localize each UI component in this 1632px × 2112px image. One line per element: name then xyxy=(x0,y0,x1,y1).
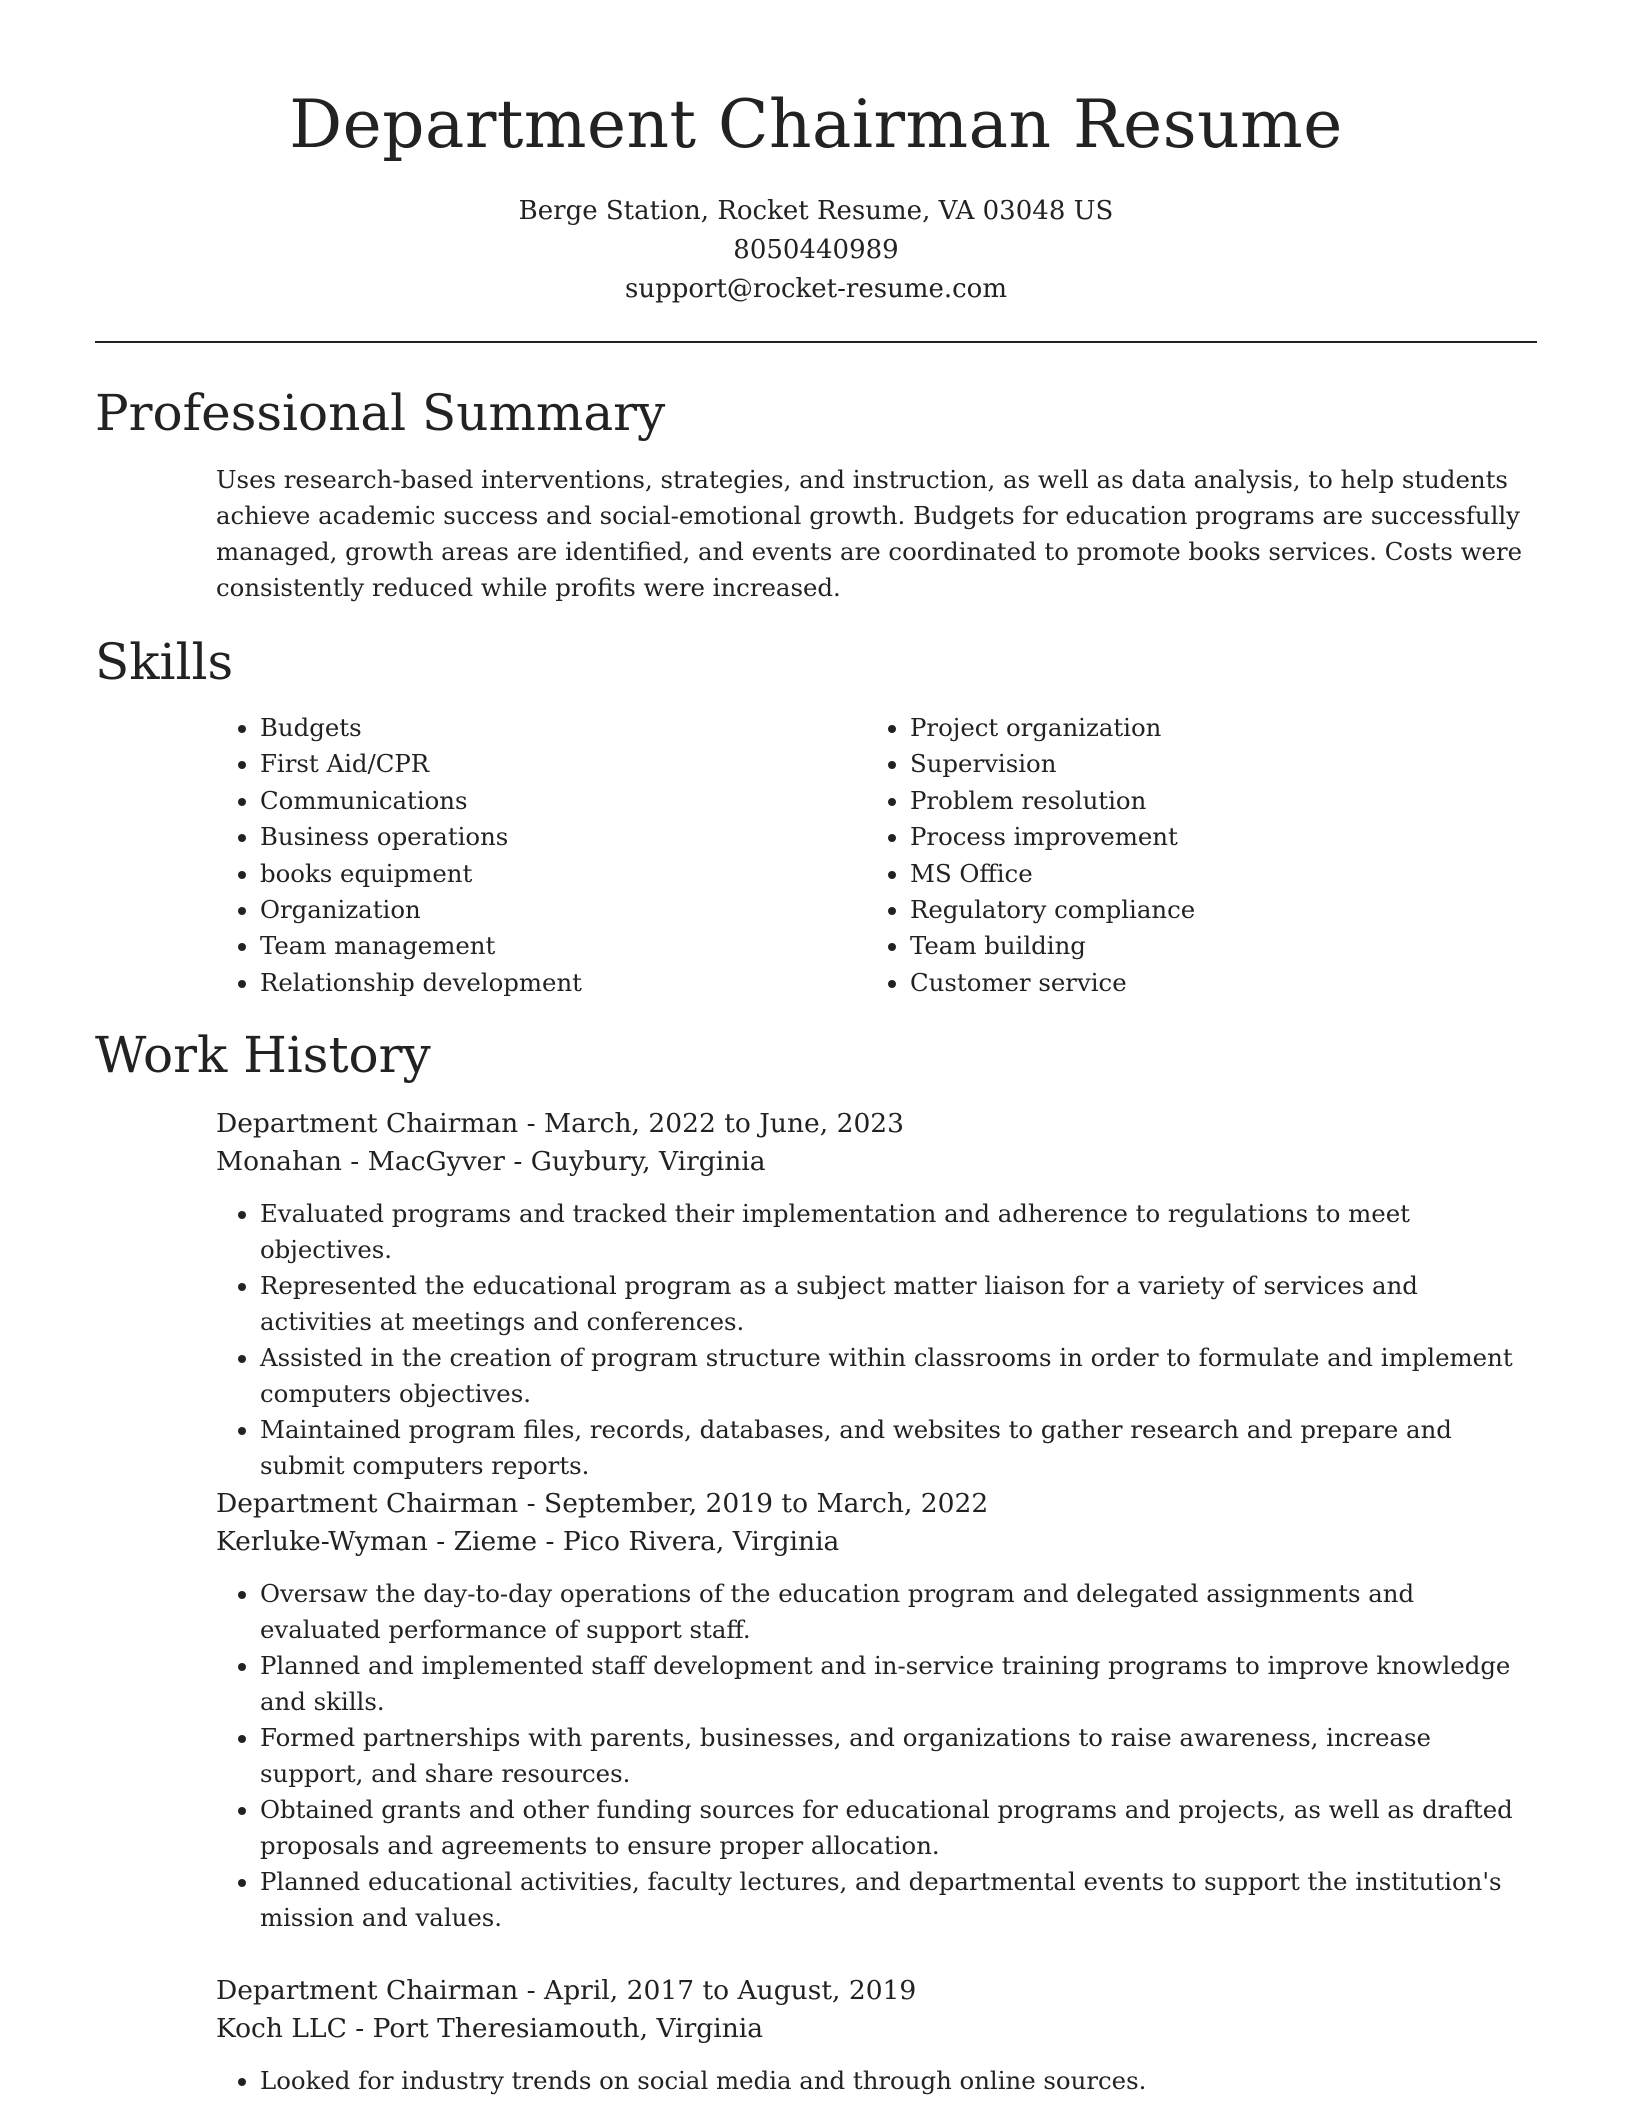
contact-info xyxy=(95,192,1537,309)
skill-item: • Organization xyxy=(260,892,582,928)
skill-item: • Problem resolution xyxy=(910,783,1195,819)
skills-list-left xyxy=(216,710,582,1001)
job-bullet: • Looked for industry trends on social media and through online sources. xyxy=(260,2063,1537,2099)
job-bullet: • Planned and implemented staff development and in-service training programs to improve knowledge and skills. xyxy=(260,1648,1537,1720)
job-company: Kerluke-Wyman - Zieme xyxy=(216,1526,538,1557)
job-bullet: • Oversaw the day-to-day operations of the education program and delegated assignments and evaluated performance of support staff. xyxy=(260,1576,1537,1648)
job-title-line xyxy=(216,1485,1537,1523)
skill-item: • Process improvement xyxy=(910,819,1195,855)
summary-heading: Professional Summary xyxy=(95,384,666,442)
job-entry xyxy=(216,1105,1537,1484)
job-bullet: • Maintained program files, records, databases, and websites to gather research and prepare and submit computers reports. xyxy=(260,1412,1537,1484)
header-divider xyxy=(95,341,1537,343)
skill-item: • books equipment xyxy=(260,856,582,892)
skill-item: • Relationship development xyxy=(260,965,582,1001)
skill-item: • Team management xyxy=(260,928,582,964)
job-company: Monahan - MacGyver xyxy=(216,1146,505,1177)
resume-title: Department Chairman Resume xyxy=(289,86,1343,163)
skill-item: • Customer service xyxy=(910,965,1195,1001)
skill-item: • Team building xyxy=(910,928,1195,964)
skill-item: • Project organization xyxy=(910,710,1195,746)
phone: 8050440989 xyxy=(733,235,899,265)
job-entry xyxy=(216,1485,1537,1936)
job-title: Department Chairman xyxy=(216,1975,519,2006)
skill-item: • Regulatory compliance xyxy=(910,892,1195,928)
job-title: Department Chairman xyxy=(216,1108,519,1139)
skill-item: • Communications xyxy=(260,783,582,819)
job-location: - Guybury, Virginia xyxy=(504,1146,766,1177)
skill-item: • Business operations xyxy=(260,819,582,855)
skill-item: • First Aid/CPR xyxy=(260,746,582,782)
job-bullets xyxy=(216,1196,1537,1484)
job-entry xyxy=(216,1972,1537,2099)
work-history-heading: Work History xyxy=(95,1026,431,1084)
job-title: Department Chairman xyxy=(216,1488,519,1519)
address: Berge Station, Rocket Resume, VA 03048 US xyxy=(518,196,1114,226)
job-bullet: • Obtained grants and other funding sources for educational programs and projects, as well as drafted proposals and agreements to ensure proper allocation. xyxy=(260,1792,1537,1864)
job-location: - Port Theresiamouth, Virginia xyxy=(346,2013,764,2044)
job-bullet: • Evaluated programs and tracked their implementation and adherence to regulations to meet objectives. xyxy=(260,1196,1537,1268)
job-company-line xyxy=(216,1143,1537,1181)
job-bullet: • Planned educational activities, faculty lectures, and departmental events to support the institution's mission and values. xyxy=(260,1864,1537,1936)
skills-list-right xyxy=(866,710,1195,1001)
job-bullet: • Represented the educational program as a subject matter liaison for a variety of services and activities at meetings and conferences. xyxy=(260,1268,1537,1340)
job-bullet: • Assisted in the creation of program structure within classrooms in order to formulate and implement computers objectives. xyxy=(260,1340,1537,1412)
job-company-line xyxy=(216,2010,1537,2048)
job-location: - Pico Rivera, Virginia xyxy=(537,1526,840,1557)
summary-text: Uses research-based interventions, strategies, and instruction, as well as data analysis, to help students achieve academic success and social-emotional growth. Budgets for education programs are successfully managed, growth areas are identified, and events are coordinated to promote books services. Costs were consistently reduced while profits were increased. xyxy=(216,465,1523,602)
job-bullet: • Formed partnerships with parents, businesses, and organizations to raise awareness, increase support, and share resources. xyxy=(260,1720,1537,1792)
job-company-line xyxy=(216,1523,1537,1561)
email: support@rocket-resume.com xyxy=(624,274,1007,304)
job-company: Koch LLC xyxy=(216,2013,347,2044)
job-dates: - March, 2022 to June, 2023 xyxy=(518,1108,905,1139)
job-bullets xyxy=(216,2063,1537,2099)
skill-item: • Supervision xyxy=(910,746,1195,782)
job-title-line xyxy=(216,1105,1537,1143)
skill-item: • MS Office xyxy=(910,856,1195,892)
skills-heading: Skills xyxy=(95,633,234,691)
job-dates: - September, 2019 to March, 2022 xyxy=(518,1488,989,1519)
job-title-line xyxy=(216,1972,1537,2010)
job-bullets xyxy=(216,1576,1537,1936)
job-dates: - April, 2017 to August, 2019 xyxy=(518,1975,917,2006)
skill-item: • Budgets xyxy=(260,710,582,746)
